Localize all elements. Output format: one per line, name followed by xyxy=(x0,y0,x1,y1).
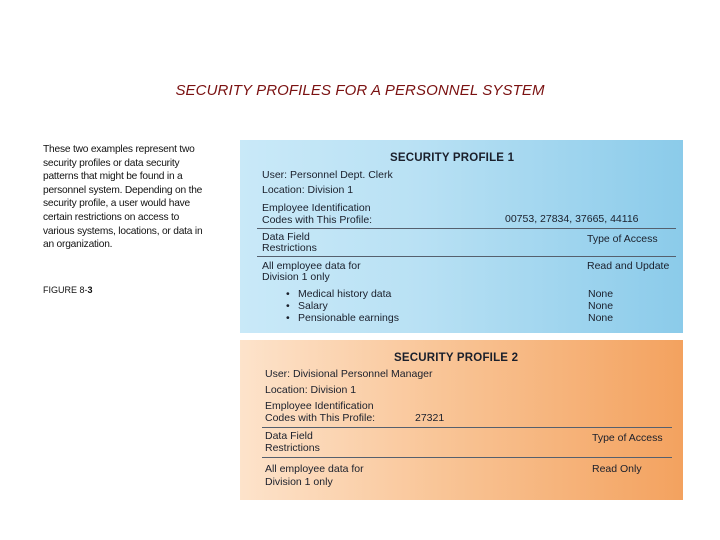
profile-2-divider-1 xyxy=(262,427,672,428)
profile-1-row1-label-2: Division 1 only xyxy=(262,271,330,283)
profile-2-heading: SECURITY PROFILE 2 xyxy=(394,352,519,364)
profile-2-restrictions-label-2: Restrictions xyxy=(265,442,320,454)
profile-1-heading: SECURITY PROFILE 1 xyxy=(390,152,515,164)
profile-1-item-pension: • Pensionable earnings xyxy=(298,312,399,324)
profile-1-item-salary-access: None xyxy=(588,300,614,312)
profile-1-item-medical-access: None xyxy=(588,288,614,300)
figure-caption xyxy=(43,285,93,295)
profile-2-row1-label-2: Division 1 only xyxy=(265,476,333,488)
profile-2-access-header: Type of Access xyxy=(592,432,663,444)
profile-2-emp-id-label-2: Codes with This Profile: xyxy=(265,412,376,424)
profile-1-restrictions-label-1: Data Field xyxy=(262,231,310,243)
profile-1-item-salary: • Salary xyxy=(298,300,328,312)
figure-label: FIGURE 8- xyxy=(43,285,88,295)
profile-2-codes: 27321 xyxy=(415,412,445,424)
profile-1-item-medical: • Medical history data xyxy=(298,288,391,300)
profile-1-row1-label-1: All employee data for xyxy=(262,260,361,272)
profile-2-restrictions-label-1: Data Field xyxy=(265,430,313,442)
profile-1-item-pension-access: None xyxy=(588,312,614,324)
profile-2-row1-label-1: All employee data for xyxy=(265,463,364,475)
profile-1-location: Location: Division 1 xyxy=(262,184,354,196)
profile-2-row1-access: Read Only xyxy=(592,463,642,475)
profile-2-emp-id-label-1: Employee Identification xyxy=(265,400,374,412)
security-profile-1-panel xyxy=(240,140,683,333)
profile-1-divider-1 xyxy=(257,228,676,229)
profile-2-user: User: Divisional Personnel Manager xyxy=(265,368,433,380)
profile-1-user: User: Personnel Dept. Clerk xyxy=(262,169,393,181)
description-text: These two examples represent two security profiles or data security patterns that might be found in a personnel system. Depending on the security profile, a user would have certain restrictions on access to various systems, locations, or data in an organization. xyxy=(43,144,203,251)
profile-1-row1-access: Read and Update xyxy=(587,260,670,272)
profile-1-emp-id-label-1: Employee Identification xyxy=(262,202,371,214)
profile-1-divider-2 xyxy=(257,256,676,257)
figure-number: 3 xyxy=(87,285,93,295)
profile-1-access-header: Type of Access xyxy=(587,233,658,245)
profile-2-divider-2 xyxy=(262,457,672,458)
security-profile-2-panel xyxy=(240,340,683,500)
profile-1-restrictions-label-2: Restrictions xyxy=(262,242,317,254)
profile-1-emp-id-label-2: Codes with This Profile: xyxy=(262,214,373,226)
slide-title: SECURITY PROFILES FOR A PERSONNEL SYSTEM xyxy=(175,82,545,99)
profile-1-codes: 00753, 27834, 37665, 44116 xyxy=(505,213,639,225)
profile-2-location: Location: Division 1 xyxy=(265,384,357,396)
